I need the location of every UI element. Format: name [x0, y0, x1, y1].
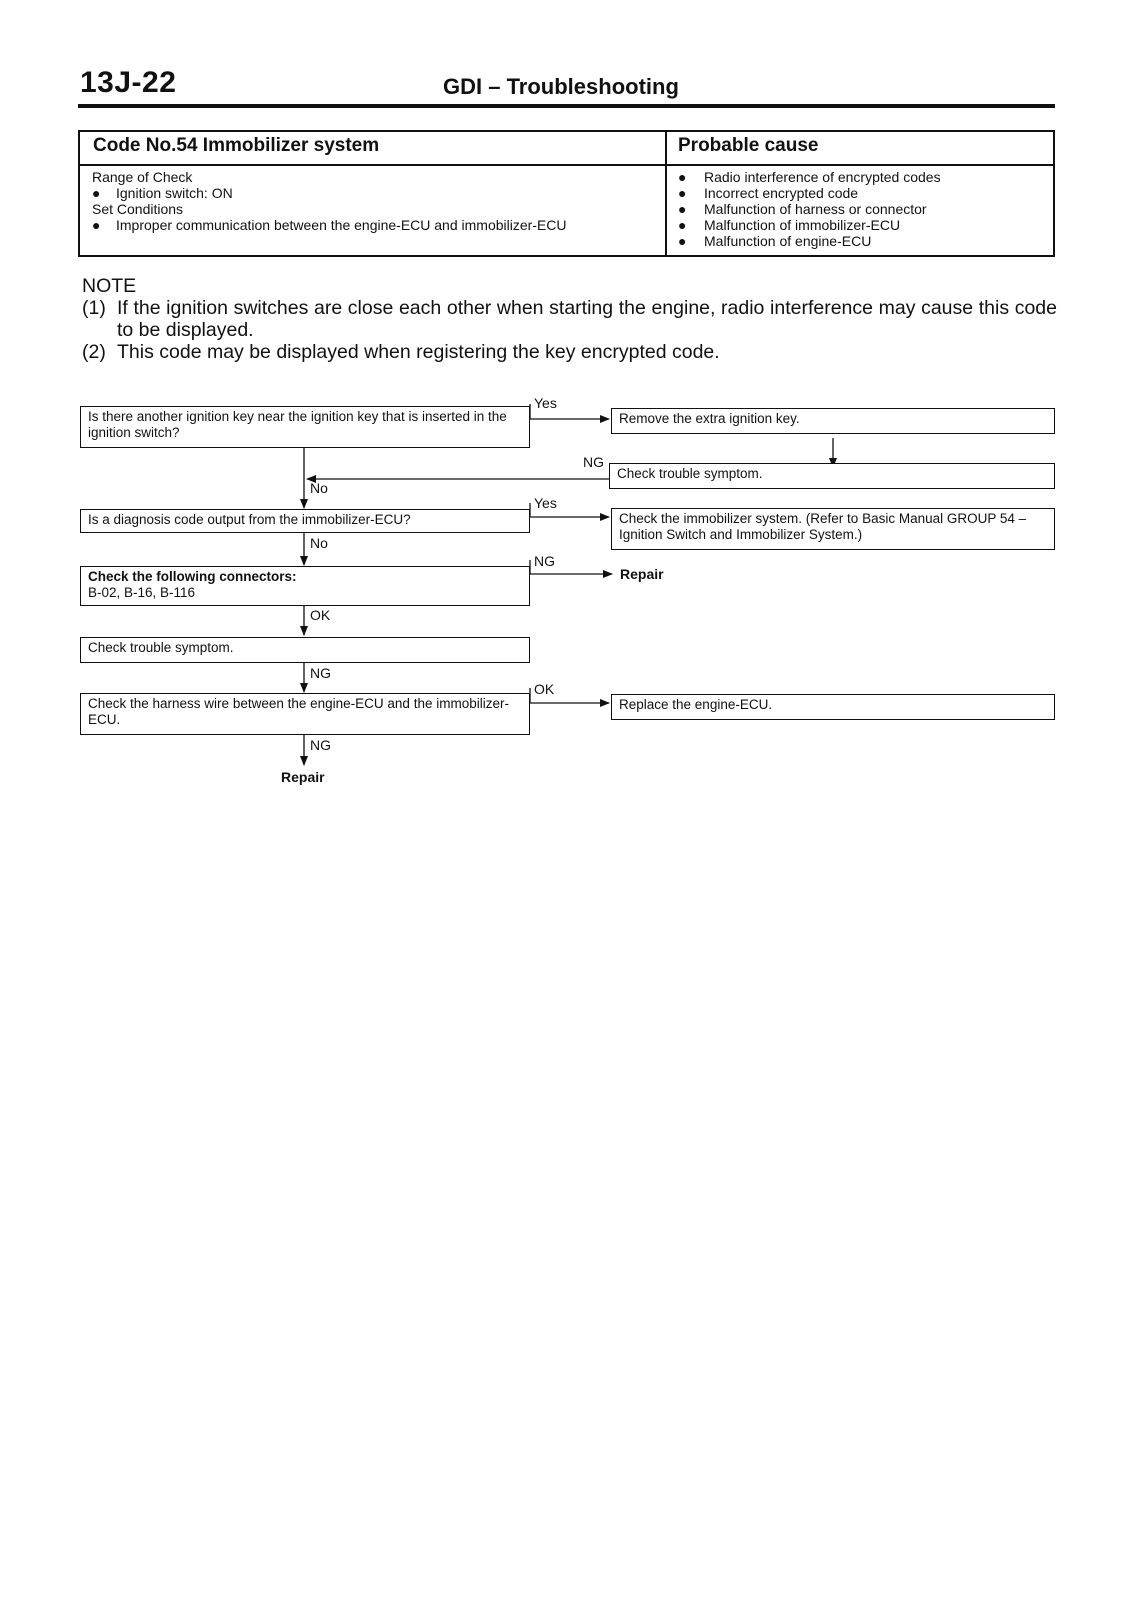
- replace-ecu-box: Replace the engine-ECU.: [611, 694, 1055, 720]
- q3-ng-label: NG: [534, 553, 555, 569]
- condition-row: Set Conditions: [92, 201, 184, 217]
- table-header-cause: Probable cause: [678, 135, 819, 156]
- note-heading: NOTE: [82, 275, 137, 297]
- cause-row: ● Radio interference of encrypted codes: [678, 169, 941, 185]
- repair-label-1: Repair: [620, 566, 664, 582]
- q2-no-label: No: [310, 535, 328, 551]
- q4-ng-label: NG: [310, 665, 331, 681]
- cause-row: ● Malfunction of harness or connector: [678, 201, 927, 217]
- remove-key-box: Remove the extra ignition key.: [611, 408, 1055, 434]
- q1-text: Is there another ignition key near the ignition key that is inserted in the ignition switch?: [88, 409, 507, 440]
- cause-row: ● Malfunction of immobilizer-ECU: [678, 217, 901, 233]
- q1-no-label: No: [310, 480, 328, 496]
- q1-box: [80, 406, 530, 448]
- symptom-ng-label: NG: [583, 454, 604, 470]
- check-immobilizer-box: Check the immobilizer system. (Refer to Basic Manual GROUP 54 – Ignition Switch and Immobilizer System.): [611, 508, 1055, 550]
- q3-box: Check the following connectors: B-02, B-16, B-116: [80, 566, 530, 606]
- q2-yes-label: Yes: [534, 495, 557, 511]
- q2-box: Is a diagnosis code output from the immobilizer-ECU?: [80, 509, 530, 533]
- table-header-code: Code No.54 Immobilizer system: [93, 135, 380, 156]
- q1-yes-label: Yes: [534, 395, 557, 411]
- repair-label-2: Repair: [281, 769, 325, 785]
- q5-box: Check the harness wire between the engine-ECU and the immobilizer-ECU.: [80, 693, 530, 735]
- q4-box: Check trouble symptom.: [80, 637, 530, 663]
- condition-row: Range of Check: [92, 169, 193, 185]
- q3-ok-label: OK: [310, 607, 331, 623]
- condition-row: ● Ignition switch: ON: [92, 185, 233, 201]
- check-symptom-box-1: Check trouble symptom.: [609, 463, 1055, 489]
- page-number: 13J-22: [80, 66, 177, 99]
- q5-ok-label: OK: [534, 681, 555, 697]
- note-item: (1) If the ignition switches are close each other when starting the engine, radio interference may cause this code to be displayed.: [82, 297, 1057, 341]
- cause-row: ● Incorrect encrypted code: [678, 185, 859, 201]
- cause-row: ● Malfunction of engine-ECU: [678, 233, 872, 249]
- q5-ng-label: NG: [310, 737, 331, 753]
- page-title: GDI – Troubleshooting: [443, 74, 679, 99]
- symptom-ng-connector: [307, 469, 610, 479]
- condition-row: ● Improper communication between the engine-ECU and immobilizer-ECU: [92, 217, 567, 233]
- note-item: (2) This code may be displayed when registering the key encrypted code.: [82, 341, 720, 363]
